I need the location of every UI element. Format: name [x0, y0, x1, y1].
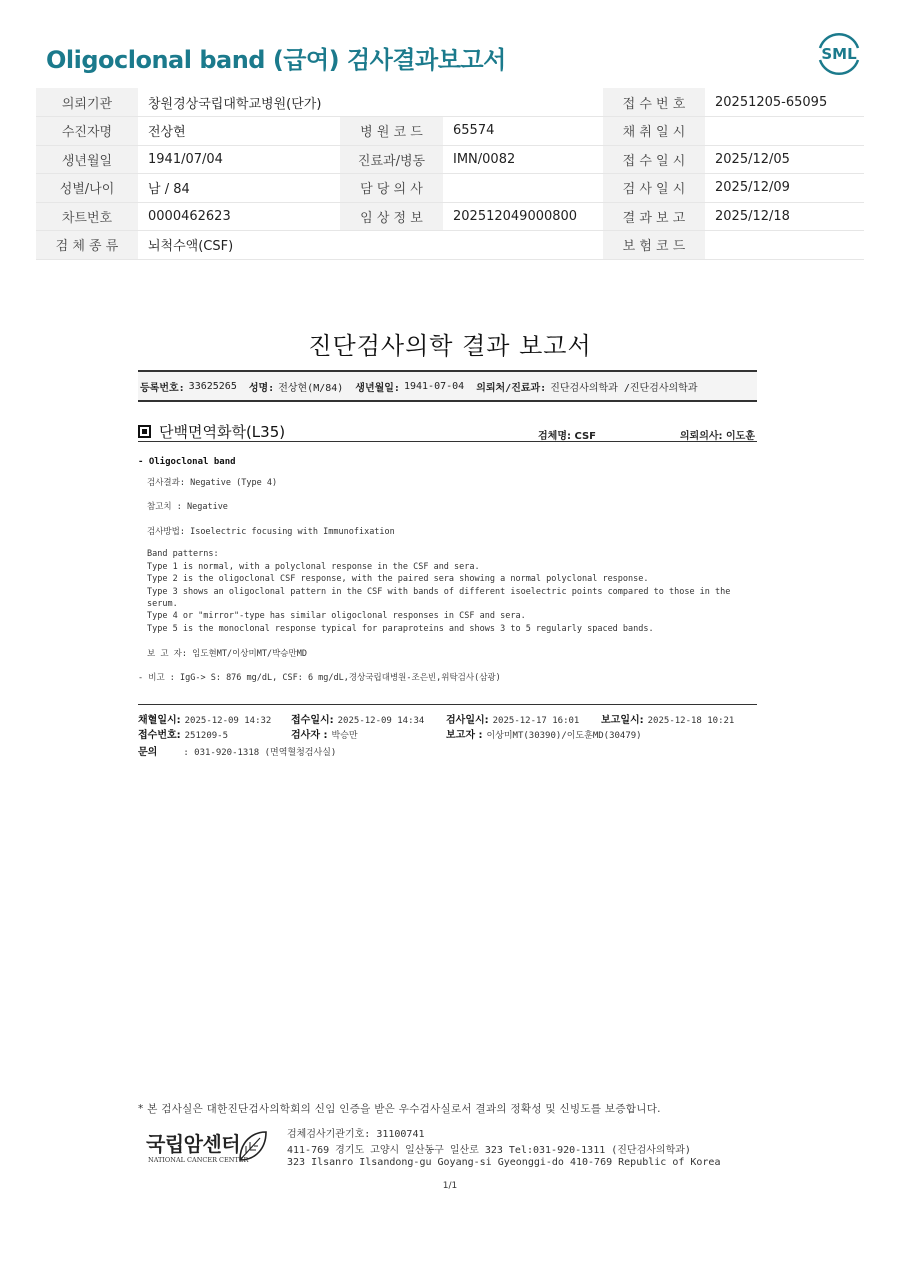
report-heading: 진단검사의학 결과 보고서 [308, 332, 592, 360]
name-value: 전상현(M/84) [278, 382, 344, 394]
divider [138, 704, 757, 705]
institution-code: 검체검사기관기호: 31100741 [287, 1129, 425, 1140]
reg-label: 등록번호: [140, 382, 185, 394]
pattern-line: serum. [147, 599, 178, 609]
contact [138, 743, 336, 758]
page-number: 1/1 [442, 1181, 458, 1191]
report-time [601, 711, 734, 726]
meta-value: 2025-12-09 14:32 [184, 716, 272, 726]
center-name: 국립암센터 [146, 1132, 241, 1156]
info-label: 임 상 정 보 [340, 202, 443, 231]
test-result: 검사결과: Negative (Type 4) [147, 478, 278, 488]
center-english-name: NATIONAL CANCER CENTER [148, 1156, 249, 1164]
registration-bar [138, 370, 757, 402]
sml-logo [814, 30, 864, 76]
info-value: 2025/12/18 [705, 202, 864, 231]
info-value: 남 / 84 [138, 174, 340, 203]
reporter [446, 726, 642, 741]
receive-time [291, 711, 424, 726]
remark: - 비고 : IgG-> S: 876 mg/dL, CSF: 6 mg/dL,경상국립대병원-조은빈,위탁검사(삼광) [138, 673, 501, 683]
meta-value: 박승만 [331, 731, 358, 741]
meta-label: 보고자 : [446, 730, 483, 741]
section-title-text: 단백면역화학(L35) [159, 423, 286, 441]
info-row [36, 117, 864, 146]
test-time [446, 711, 579, 726]
info-value [705, 117, 864, 146]
meta-label: 접수일시: [291, 715, 334, 726]
reporters: 보 고 자: 임도현MT/이상미MT/박승만MD [147, 649, 307, 659]
meta-value: 2025-12-09 14:34 [337, 716, 425, 726]
info-label: 진료과/병동 [340, 145, 443, 174]
pattern-line: Type 5 is the monoclonal response typical for paraproteins and shows 3 to 5 regularly spaced bands. [147, 624, 654, 634]
meta-value: 251209-5 [184, 731, 228, 741]
collect-time [138, 711, 271, 726]
leaf-logo-icon [236, 1128, 270, 1164]
info-label: 검 사 일 시 [603, 174, 705, 203]
info-value: 뇌척수액(CSF) [138, 231, 603, 260]
test-name: - Oligoclonal band [138, 457, 236, 467]
name-label: 성명: [248, 382, 275, 394]
info-label: 채 취 일 시 [603, 117, 705, 146]
info-row [36, 88, 864, 117]
certification-notice: * 본 검사실은 대한진단검사의학회의 신임 인증을 받은 우수검사실로서 결과의 정확성 및 신빙도를 보증합니다. [138, 1103, 661, 1115]
info-value: 65574 [443, 117, 603, 146]
meta-value: : 031-920-1318 (면역혈청검사실) [183, 748, 337, 758]
meta-value: 2025-12-18 10:21 [647, 716, 735, 726]
logo-text: SML [821, 45, 857, 63]
info-value [705, 231, 864, 260]
dept-label: 의뢰처/진료과: [476, 382, 547, 394]
info-label: 생년월일 [36, 145, 138, 174]
info-value [443, 174, 603, 203]
patterns-title: Band patterns: [147, 549, 219, 559]
info-value: 202512049000800 [443, 202, 603, 231]
meta-label: 검사일시: [446, 715, 489, 726]
pattern-line: Type 2 is the oligoclonal CSF response, with the paired sera showing a normal polyclonal response. [147, 574, 649, 584]
info-value: 1941/07/04 [138, 145, 340, 174]
info-row [36, 145, 864, 174]
tester [291, 726, 358, 741]
info-label: 보 험 코 드 [603, 231, 705, 260]
info-value: 0000462623 [138, 202, 340, 231]
info-label: 결 과 보 고 [603, 202, 705, 231]
info-label: 차트번호 [36, 202, 138, 231]
info-label: 접 수 번 호 [603, 88, 705, 117]
section-header [138, 420, 757, 442]
info-value: 20251205-65095 [705, 88, 864, 117]
meta-label: 검사자 : [291, 730, 328, 741]
info-label: 담 당 의 사 [340, 174, 443, 203]
birth-label: 생년월일: [355, 382, 400, 394]
info-label: 병 원 코 드 [340, 117, 443, 146]
section-title [138, 421, 285, 442]
specimen-name: 검체명: CSF [538, 431, 597, 442]
info-label: 의뢰기관 [36, 88, 138, 117]
info-value: 창원경상국립대학교병원(단가) [138, 88, 603, 117]
requesting-doctor: 의뢰의사: 이도훈 [679, 431, 755, 442]
meta-label: 보고일시: [601, 715, 644, 726]
test-method: 검사방법: Isoelectric focusing with Immunofixation [147, 527, 395, 537]
reg-value: 33625265 [188, 380, 237, 392]
patient-info-table [36, 88, 864, 260]
pattern-line: Type 1 is normal, with a polyclonal response in the CSF and sera. [147, 562, 480, 572]
pattern-line: Type 4 or "mirror"-type has similar oligoclonal responses in CSF and sera. [147, 611, 526, 621]
square-bullet-icon [138, 425, 151, 438]
info-label: 수진자명 [36, 117, 138, 146]
meta-label: 접수번호: [138, 730, 181, 741]
info-label: 검 체 종 류 [36, 231, 138, 260]
info-row [36, 202, 864, 231]
reference-value: 참고치 : Negative [147, 502, 228, 512]
pattern-line: Type 3 shows an oligoclonal pattern in the CSF with bands of different isoelectric points compared to those in the [147, 587, 731, 597]
address-korean: 411-769 경기도 고양시 일산동구 일산로 323 Tel:031-920-1311 (진단검사의학과) [287, 1145, 691, 1156]
meta-value: 이상미MT(30390)/이도훈MD(30479) [486, 731, 642, 741]
info-label: 성별/나이 [36, 174, 138, 203]
birth-value: 1941-07-04 [403, 380, 465, 392]
receipt-number [138, 726, 228, 741]
info-value: IMN/0082 [443, 145, 603, 174]
info-row [36, 231, 864, 260]
meta-label: 채혈일시: [138, 715, 181, 726]
meta-value: 2025-12-17 16:01 [492, 716, 580, 726]
info-label: 접 수 일 시 [603, 145, 705, 174]
info-value: 2025/12/09 [705, 174, 864, 203]
dept-value: 진단검사의학과 /진단검사의학과 [550, 382, 698, 394]
info-value: 전상현 [138, 117, 340, 146]
document-title: Oligoclonal band (급여) 검사결과보고서 [46, 46, 506, 74]
info-row [36, 174, 864, 203]
address-english: 323 Ilsanro Ilsandong-gu Goyang-si Gyeonggi-do 410-769 Republic of Korea [287, 1157, 721, 1168]
info-value: 2025/12/05 [705, 145, 864, 174]
meta-label: 문의 [138, 747, 158, 758]
